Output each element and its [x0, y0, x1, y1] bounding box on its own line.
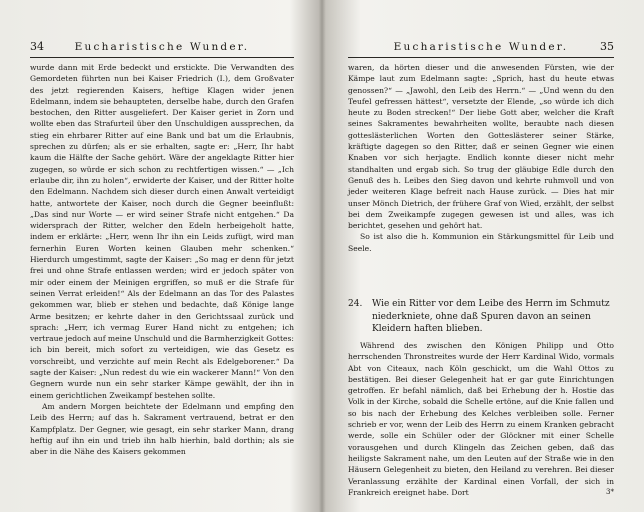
chapter-paragraph-1: Während des zwischen den Königen Philipp und Otto herrschenden Thronstreites wurde der Herr Kardinal Wido, vormals Abt von Citeaux, nach Köln geschickt, um die Wahl Ottos zu bestätigen. Bei dieser Gelegenheit hat er gar gute Einrichtungen getroffen. Er befahl nämlich, daß bei Erhebung der h. Hostie das Volk in der Kirche, sobald die Schelle ertöne, auf die Knie fallen und so bis nach der Erhebung des Kelches verbleiben solle. Ferner schrieb er vor, wenn der Leib des Herrn zu einem Kranken gebracht werde, solle ein Schüler oder der Glöckner mit einer Schelle vorausgehen und durch Klingeln das Zeichen geben, daß das heiligste Sakrament nahe, um den Leuten auf der Straße wie in den Häusern Gelegenheit zu bieten, den Heiland zu verehren. Bei dieser Veranlassung erzählte der Kardinal einen Vorfall, der sich in Frankreich ereignet habe. Dort: [348, 341, 614, 497]
left-page: [0, 0, 318, 512]
right-running-title: Eucharistische Wunder.: [393, 41, 569, 53]
left-running-title: Eucharistische Wunder.: [74, 41, 250, 53]
left-paragraph-1: wurde dann mit Erde bedeckt und erstickte. Die Verwandten des Gemordeten führten nun bei Kaiser Friedrich (I.), dem Großvater des jetzt regierenden Kaisers, heftige Klagen wider jenen Edelmann, indem sie behaupteten, derselbe habe, durch den Grafen bestochen, den Ritter ausgeliefert. Der Kaiser geriet in Zorn und wollte eben das Strafurteil über den Unschuldigen aussprechen, da stieg ein ehrbarer Ritter auf eine Bank und bat um die Erlaubnis, sprechen zu dürfen; als er sie erhalten, sagte er: „Herr, Ihr habt kaum die Hälfte der Sache gehört. Wäre der angeklagte Ritter hier zugegen, so würde er sich schon zu rechtfertigen wissen.“ — „Ich erlaube dir, ihn zu holen“, erwiderte der Kaiser, und der Ritter holte den Edelmann. Nachdem sich dieser durch einen Anwalt verteidigt hatte, antwortete der Kaiser, noch durch die Gegner beeinflußt: „Das sind nur Worte — er wird seiner Strafe nicht entgehen.“ Da widersprach der Ritter, welcher den Edeln herbeigeholt hatte, indem er erklärte: „Herr, wenn Ihr ihn ein Leids zufügt, wird man fernerhin Euren Worten keinen Glauben mehr schenken.“ Hierdurch umgestimmt, sagte der Kaiser: „So mag er denn für jetzt frei und ohne Strafe entlassen werden; wird er jedoch später von mir oder einem der Meinigen ergriffen, so muß er die Strafe für seinen Verrat erleiden!“ Als der Edelmann an das Tor des Palastes gekommen war, blieb er stehen und bedachte, daß Könige lange Arme besitzen; er kehrte daher in den Gerichtssaal zurück und sprach: „Herr, ich vermag Eurer Hand nicht zu entgehen; ich vertraue jedoch auf meine Unschuld und die Barmherzigkeit Gottes: ich bin bereit, mich sofort zu verteidigen, wie das Gesetz es vorschreibt, und verzichte auf mein Recht als Edelgeborener.“ Da sagte der Kaiser: „Nun redest du wie ein wackerer Mann!“ Von den Gegnern wurde nun ein sehr starker Kämpe gewählt, der ihn in einem gerichtlichen Zweikampf bestehen sollte.: [30, 63, 294, 400]
right-running-head: [348, 40, 614, 54]
left-header-rule: [30, 57, 294, 58]
chapter-body-text: [348, 340, 614, 498]
left-running-head: [30, 40, 294, 54]
right-body-text: [348, 62, 614, 254]
right-paragraph-1: waren, da hörten dieser und die anwesenden Fürsten, wie der Kämpe laut zum Edelmann sagte: „Sprich, hast du heute etwas genossen?“ — „Jawohl, den Leib des Herrn.“ — „Und wenn du den Teufel gefressen hättest“, versetzte der Elende, „so würde ich dich heute zu Boden strecken!“ Der liebe Gott aber, welcher die Kraft seines Sakramentes bewahrheiten wollte, beraubte nach diesen gotteslästerlichen Worten den Gotteslästerer seiner Stärke, kräftigte dagegen so den Ritter, daß er seinen Gegner wie einen Knaben vor sich herjagte. Endlich konnte dieser nicht mehr standhalten und ergab sich. So trug der gläubige Edle durch den Genuß des h. Leibes den Sieg davon und kehrte ruhmvoll und von jeder weiteren Klage befreit nach Hause zurück. — Dies hat mir unser Mönch Dietrich, der frühere Graf von Wied, erzählt, der selbst bei dem Zweikampfe zugegen gewesen ist und alles, was ich berichtet, gesehen und gehört hat.: [348, 63, 614, 231]
right-paragraph-2: So ist also die h. Kommunion ein Stärkungsmittel für Leib und Seele.: [348, 232, 614, 253]
chapter-heading: [348, 298, 614, 336]
right-page-number: 35: [600, 40, 614, 53]
right-header-rule: [348, 57, 614, 58]
left-paragraph-2: Am andern Morgen beichtete der Edelmann und empfing den Leib des Herrn; auf das h. Sakrament vertrauend, betrat er den Kampfplatz. Der Gegner, wie gesagt, ein sehr starker Mann, drang heftig auf ihn ein und trieb ihn halb hierhin, bald dorthin; als sie aber in die Nähe des Kaisers gekommen: [30, 401, 294, 457]
chapter-title: Wie ein Ritter vor dem Leibe des Herrn im Schmutz niederkniete, ohne daß Spuren davon an seinen Kleidern haften blieben.: [372, 299, 610, 334]
chapter-number: 24.: [348, 299, 363, 309]
left-page-number: 34: [30, 40, 44, 53]
left-body-text: [30, 62, 294, 457]
signature-mark: 3*: [606, 488, 614, 496]
right-page: [326, 0, 644, 512]
